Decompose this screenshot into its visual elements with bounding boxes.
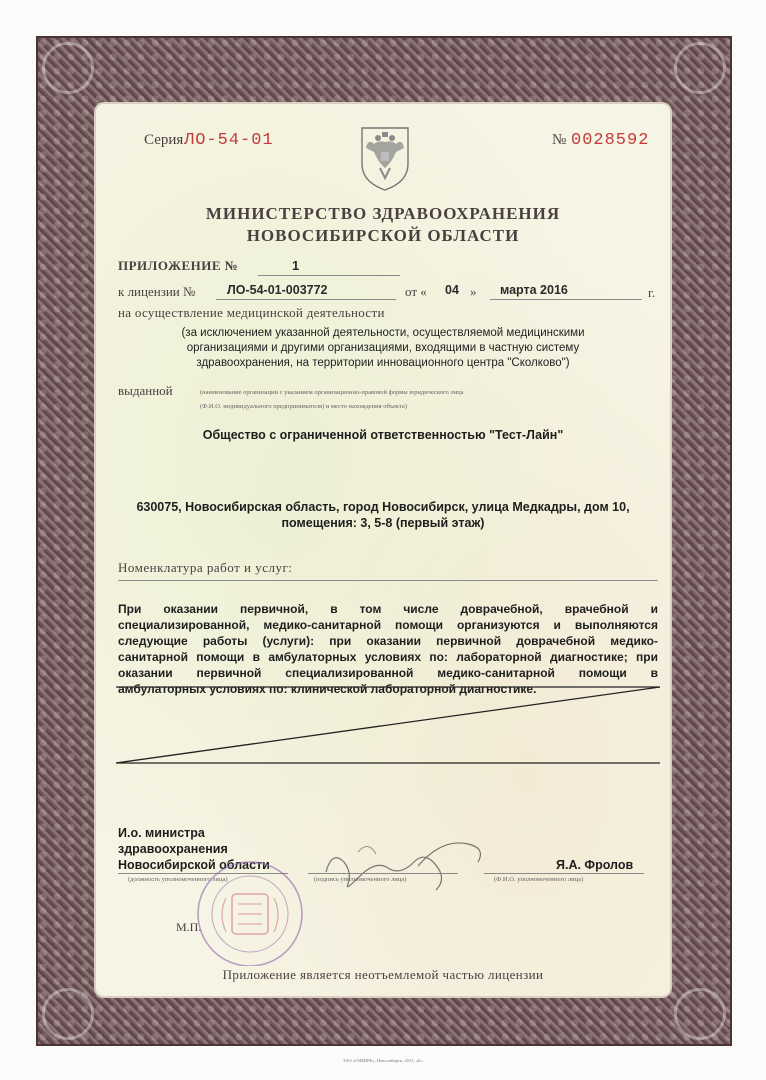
license-date-from: от « — [405, 284, 427, 299]
name-underline — [484, 873, 644, 874]
license-day: 04 — [445, 283, 459, 297]
frame-corner-ornament — [42, 988, 94, 1040]
nomenclature-rule — [118, 580, 658, 581]
series-value: ЛО-54-01 — [184, 131, 274, 150]
appendix-underline — [258, 275, 400, 276]
license-date-underline — [490, 299, 642, 300]
organization-name: Общество с ограниченной ответственностью "Тест-Лайн" — [202, 428, 564, 442]
license-prefix: к лицензии № — [118, 284, 196, 299]
caption-name: (Ф.И.О. уполномоченного лица) — [494, 876, 584, 883]
official-stamp-seal — [176, 858, 326, 966]
appendix-label: ПРИЛОЖЕНИЕ № — [118, 258, 239, 273]
signatory-position-line1: И.о. министра — [118, 826, 205, 840]
license-year-suffix: г. — [648, 285, 656, 300]
frame-corner-ornament — [674, 42, 726, 94]
issued-hint-line2: (Ф.И.О. индивидуального предпринимателя) и место нахождения объекта) — [200, 403, 407, 410]
printer-imprint: ЗАО «СИБИРЬ», Новосибирск, 2015, «Б» — [343, 1058, 423, 1063]
activity-note-line3: здравоохранения, на территории инновационного центра "Сколково") — [196, 357, 570, 369]
nomenclature-line: санитарной помощи в амбулаторных условиях по: лабораторной диагностике; при — [118, 650, 658, 664]
ministry-title-line2: НОВОСИБИРСКОЙ ОБЛАСТИ — [246, 226, 520, 245]
nomenclature-text — [118, 601, 658, 697]
footer-note: Приложение является неотъемлемой частью лицензии — [222, 967, 544, 982]
issued-label: выданной — [118, 383, 173, 398]
nomenclature-line: амбулаторных условиях по: клинической лабораторной диагностике. — [118, 682, 537, 696]
license-number-underline — [216, 299, 396, 300]
activity-note-line1: (за исключением указанной деятельности, осуществляемой медицинскими — [181, 327, 585, 339]
caption-position: (должность уполномоченного лица) — [128, 876, 228, 883]
activity-note-line2: организациями и другими организациями, входящими в частную систему — [186, 342, 580, 354]
signatory-position-line3: Новосибирской области — [118, 858, 270, 872]
license-number: ЛО-54-01-003772 — [227, 283, 328, 297]
double-headed-eagle-coat-of-arms-icon — [356, 122, 414, 192]
nomenclature-line: специализированной, медико-санитарной помощи организуются и выполняются — [118, 618, 658, 632]
organization-address-line2: помещения: 3, 5-8 (первый этаж) — [281, 516, 485, 530]
issued-hint-line1: (наименование организации с указанием организационно-правовой формы юридического лица — [200, 389, 464, 396]
nomenclature-line: следующие работы (услуги): при оказании первичной доврачебной медико- — [118, 634, 658, 648]
number-value: 0028592 — [571, 131, 650, 150]
frame-corner-ornament — [42, 42, 94, 94]
activity-label: на осуществление медицинской деятельности — [118, 305, 385, 320]
ministry-title-line1: МИНИСТЕРСТВО ЗДРАВООХРАНЕНИЯ — [205, 204, 561, 223]
signature-underline — [308, 873, 458, 874]
license-date-close-quote: » — [470, 284, 477, 299]
number-label: № — [552, 132, 567, 148]
stamp-place-label: М.П. — [176, 920, 202, 934]
nomenclature-line: оказании первичной специализированной медико-санитарной помощи в — [118, 666, 658, 680]
appendix-number: 1 — [292, 258, 300, 273]
strike-through-z-lines — [116, 684, 662, 768]
license-month-year: марта 2016 — [500, 283, 568, 297]
signatory-name: Я.А. Фролов — [556, 858, 634, 872]
signatory-position-line2: здравоохранения — [118, 842, 228, 856]
nomenclature-line: При оказании первичной, в том числе доврачебной, врачебной и — [118, 602, 658, 616]
organization-address-line1: 630075, Новосибирская область, город Новосибирск, улица Медкадры, дом 10, — [136, 500, 630, 514]
handwritten-signature — [318, 832, 498, 898]
frame-corner-ornament — [674, 988, 726, 1040]
caption-signature: (подпись уполномоченного лица) — [314, 876, 407, 883]
series-label: Серия — [144, 132, 184, 148]
nomenclature-label: Номенклатура работ и услуг: — [118, 560, 293, 575]
